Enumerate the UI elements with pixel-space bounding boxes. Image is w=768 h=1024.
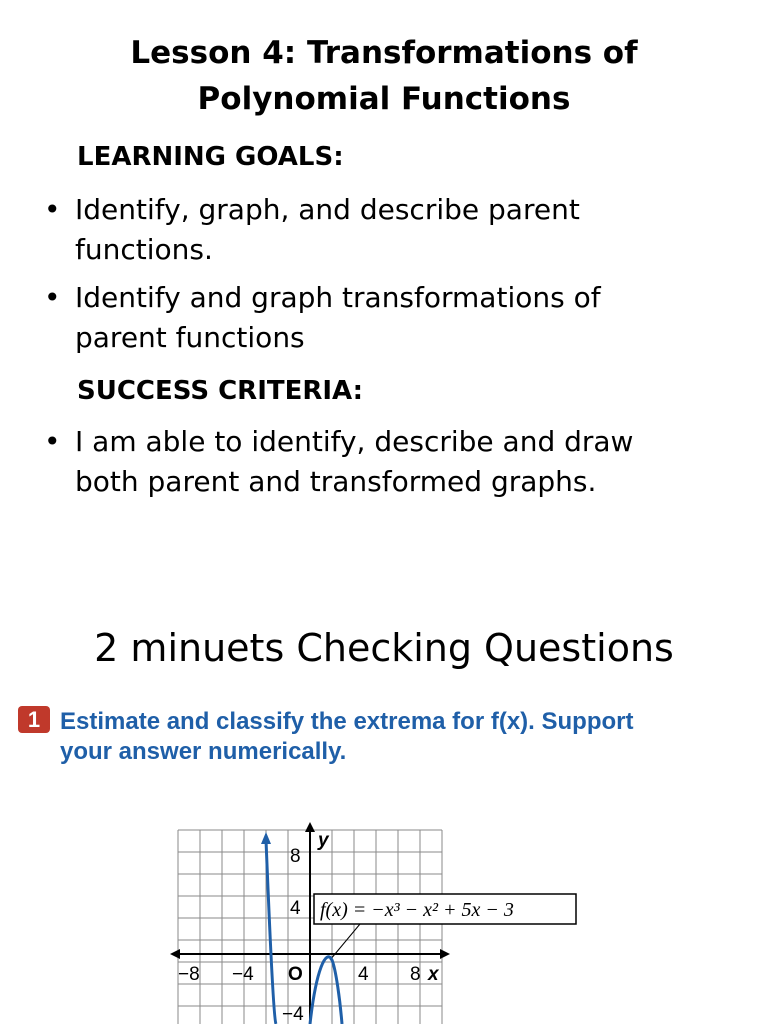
origin-label: O bbox=[288, 964, 303, 985]
function-label: f(x) = −x³ − x² + 5x − 3 bbox=[320, 899, 514, 921]
learning-goals-list bbox=[0, 190, 700, 366]
x-tick-label: −8 bbox=[178, 964, 200, 985]
function-graph bbox=[170, 820, 590, 1024]
question-text-line-2: your answer numerically. bbox=[60, 738, 347, 765]
list-item bbox=[0, 190, 700, 270]
x-axis-label: x bbox=[428, 964, 439, 985]
function-curve bbox=[310, 957, 342, 1024]
title-line-1: Lesson 4: Transformations of bbox=[130, 35, 638, 71]
list-item bbox=[0, 422, 700, 502]
learning-goals-heading: LEARNING GOALS: bbox=[77, 142, 344, 172]
lesson-title bbox=[0, 30, 768, 122]
x-tick-label: 4 bbox=[358, 964, 369, 985]
y-axis-label: y bbox=[318, 830, 329, 851]
y-tick-label: −4 bbox=[282, 1004, 304, 1024]
x-tick-label: 8 bbox=[410, 964, 421, 985]
success-criteria-list bbox=[0, 422, 700, 510]
checking-questions-heading: 2 minuets Checking Questions bbox=[94, 626, 674, 670]
question-block bbox=[18, 706, 758, 767]
criteria-text: I am able to identify, describe and draw both parent and transformed graphs. bbox=[75, 425, 634, 498]
bullet-icon: • bbox=[44, 193, 61, 226]
question-text-line-1: Estimate and classify the extrema for f(x). Support bbox=[60, 708, 634, 735]
x-tick-label: −4 bbox=[232, 964, 254, 985]
function-curve bbox=[266, 840, 276, 1024]
list-item bbox=[0, 278, 700, 358]
x-axis-arrow-right-icon bbox=[440, 949, 450, 959]
x-axis-arrow-left-icon bbox=[170, 949, 180, 959]
bullet-icon: • bbox=[44, 425, 61, 458]
graph-axes bbox=[174, 828, 446, 1024]
bullet-icon: • bbox=[44, 281, 61, 314]
y-tick-label: 8 bbox=[290, 846, 301, 867]
y-tick-label: 4 bbox=[290, 898, 301, 919]
title-line-2: Polynomial Functions bbox=[197, 81, 571, 117]
curve-arrow-icon bbox=[261, 832, 271, 844]
goal-text: Identify and graph transformations of parent functions bbox=[75, 281, 601, 354]
goal-text: Identify, graph, and describe parent functions. bbox=[75, 193, 580, 266]
success-criteria-heading: SUCCESS CRITERIA: bbox=[77, 376, 364, 406]
question-number-badge: 1 bbox=[18, 706, 50, 733]
y-axis-arrow-up-icon bbox=[305, 822, 315, 832]
